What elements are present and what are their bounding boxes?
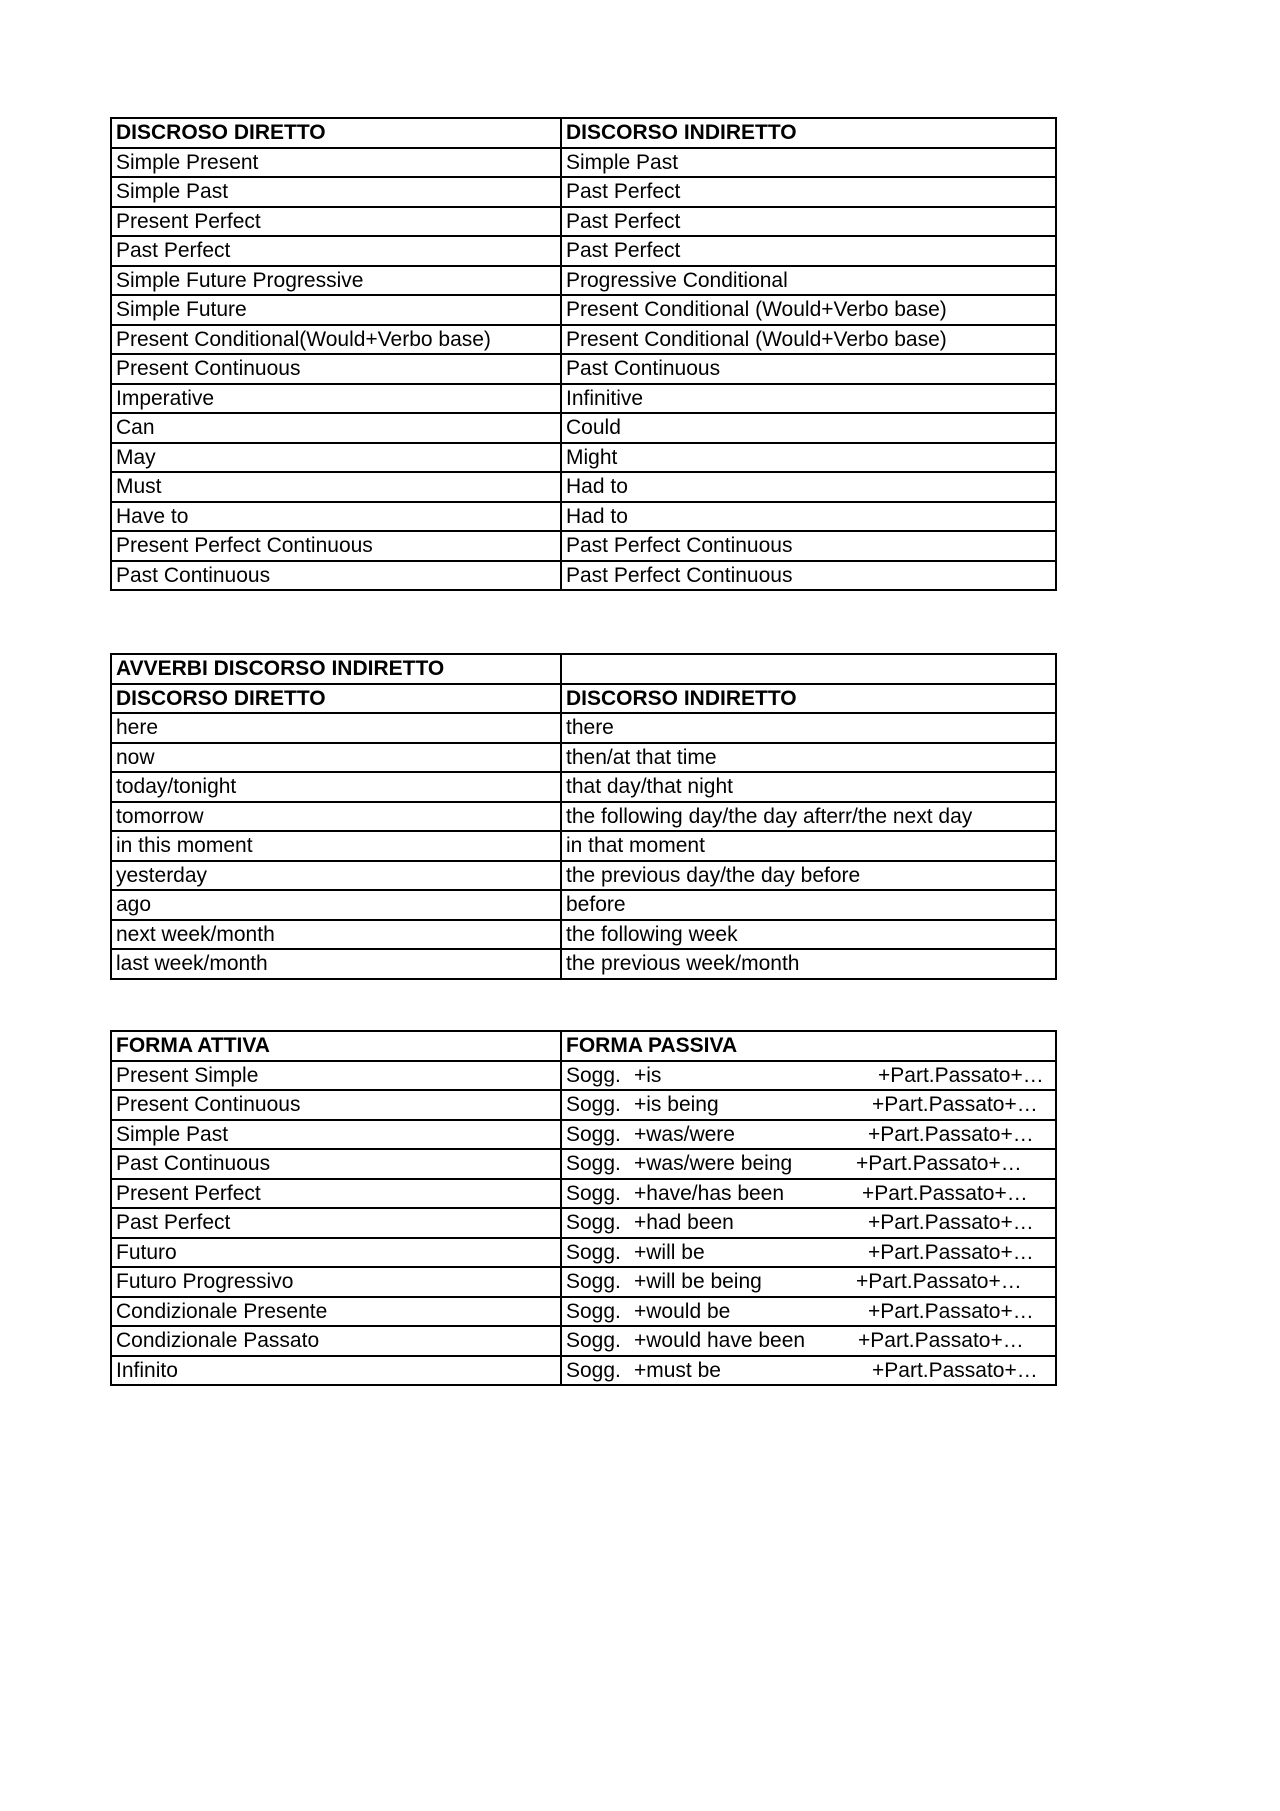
adverbs-table [110,653,1057,980]
table-row [111,1149,1056,1179]
cell-active: Futuro Progressivo [111,1267,561,1297]
passive-auxiliary: +is [634,1063,662,1087]
table-row [111,295,1056,325]
table-row [111,1208,1056,1238]
passive-auxiliary: +must be [634,1358,721,1382]
cell-passive [561,1061,1056,1091]
cell-direct: May [111,443,561,473]
table-row [111,1061,1056,1091]
cell-direct: last week/month [111,949,561,979]
cell-active: Condizionale Presente [111,1297,561,1327]
cell-active: Past Continuous [111,1149,561,1179]
passive-table [110,1030,1057,1386]
cell-direct: yesterday [111,861,561,891]
passive-auxiliary: +will be being [634,1270,762,1293]
passive-auxiliary: +would have been [634,1329,806,1352]
table-row [111,472,1056,502]
cell-indirect: Might [561,443,1056,473]
cell-active: Simple Past [111,1120,561,1150]
table-row [111,148,1056,178]
tenses-table-body [111,118,1056,590]
table-row [111,1326,1056,1356]
cell-direct: Present Perfect Continuous [111,531,561,561]
cell-indirect: Past Perfect [561,236,1056,266]
cell-indirect: Could [561,413,1056,443]
header-cell-direct: DISCROSO DIRETTO [111,118,561,148]
cell-indirect: Progressive Conditional [561,266,1056,296]
cell-active: Present Simple [111,1061,561,1091]
cell-direct: Have to [111,502,561,532]
cell-indirect: then/at that time [561,743,1056,773]
cell-direct: Can [111,413,561,443]
table-row [111,1297,1056,1327]
passive-subject: Sogg. [566,1211,621,1234]
passive-participle: +Part.Passato+… [878,1063,1044,1087]
table-row [111,861,1056,891]
cell-direct: Simple Future [111,295,561,325]
passive-auxiliary: +was/were being [634,1152,793,1175]
passive-subject: Sogg. [566,1240,621,1264]
table-row [111,325,1056,355]
passive-table-header-row [111,1031,1056,1061]
passive-participle: +Part.Passato+… [856,1270,1022,1293]
tenses-table-header-row [111,118,1056,148]
adverbs-table-title-row [111,654,1056,684]
cell-direct: Present Continuous [111,354,561,384]
cell-indirect: Had to [561,472,1056,502]
table-row [111,207,1056,237]
cell-passive [561,1090,1056,1120]
table-row [111,531,1056,561]
tenses-table [110,117,1057,591]
cell-passive [561,1238,1056,1268]
cell-indirect: there [561,713,1056,743]
table-row [111,413,1056,443]
passive-subject: Sogg. [566,1270,621,1293]
cell-active: Condizionale Passato [111,1326,561,1356]
cell-indirect: the following day/the day afterr/the next day [561,802,1056,832]
table-row [111,772,1056,802]
cell-direct: Simple Present [111,148,561,178]
passive-participle: +Part.Passato+… [868,1211,1034,1234]
cell-passive [561,1267,1056,1297]
cell-direct: Imperative [111,384,561,414]
passive-auxiliary: +will be [634,1240,705,1264]
empty-cell [561,654,1056,684]
passive-subject: Sogg. [566,1358,621,1382]
header-cell-direct: DISCORSO DIRETTO [111,684,561,714]
passive-auxiliary: +is being [634,1093,719,1116]
cell-indirect: Present Conditional (Would+Verbo base) [561,325,1056,355]
table-row [111,920,1056,950]
cell-direct: next week/month [111,920,561,950]
cell-direct: Past Continuous [111,561,561,591]
cell-indirect: Present Conditional (Would+Verbo base) [561,295,1056,325]
cell-indirect: that day/that night [561,772,1056,802]
passive-auxiliary: +have/has been [634,1181,785,1205]
table-row [111,177,1056,207]
cell-active: Infinito [111,1356,561,1386]
passive-participle: +Part.Passato+… [868,1122,1034,1146]
table-row [111,743,1056,773]
cell-passive [561,1356,1056,1386]
table-row [111,1238,1056,1268]
passive-participle: +Part.Passato+… [872,1093,1038,1116]
passive-subject: Sogg. [566,1122,621,1146]
table-row [111,802,1056,832]
cell-active: Present Continuous [111,1090,561,1120]
cell-active: Present Perfect [111,1179,561,1209]
cell-passive [561,1208,1056,1238]
table-row [111,384,1056,414]
passive-subject: Sogg. [566,1152,621,1175]
table-row [111,443,1056,473]
header-cell-indirect: DISCORSO INDIRETTO [561,118,1056,148]
cell-indirect: Infinitive [561,384,1056,414]
table-row [111,502,1056,532]
cell-active: Past Perfect [111,1208,561,1238]
adverbs-table-header-row [111,684,1056,714]
passive-subject: Sogg. [566,1093,621,1116]
table-row [111,890,1056,920]
cell-indirect: the following week [561,920,1056,950]
cell-direct: Present Conditional(Would+Verbo base) [111,325,561,355]
header-cell-indirect: DISCORSO INDIRETTO [561,684,1056,714]
cell-direct: Must [111,472,561,502]
passive-subject: Sogg. [566,1181,621,1205]
cell-indirect: Past Continuous [561,354,1056,384]
passive-table-body [111,1031,1056,1385]
cell-indirect: Past Perfect [561,207,1056,237]
cell-direct: now [111,743,561,773]
table-row [111,713,1056,743]
cell-indirect: Past Perfect Continuous [561,531,1056,561]
cell-direct: ago [111,890,561,920]
table-row [111,236,1056,266]
passive-participle: +Part.Passato+… [868,1240,1034,1264]
passive-participle: +Part.Passato+… [858,1329,1024,1352]
cell-indirect: in that moment [561,831,1056,861]
passive-participle: +Part.Passato+… [872,1358,1038,1382]
passive-subject: Sogg. [566,1063,621,1087]
table-row [111,266,1056,296]
header-cell-passive: FORMA PASSIVA [561,1031,1056,1061]
cell-indirect: Had to [561,502,1056,532]
cell-direct: today/tonight [111,772,561,802]
cell-direct: here [111,713,561,743]
table-row [111,949,1056,979]
cell-indirect: the previous week/month [561,949,1056,979]
passive-subject: Sogg. [566,1329,621,1352]
cell-direct: Simple Past [111,177,561,207]
cell-indirect: Past Perfect Continuous [561,561,1056,591]
table-row [111,1267,1056,1297]
passive-auxiliary: +was/were [634,1122,735,1146]
table-row [111,354,1056,384]
cell-passive [561,1149,1056,1179]
adverbs-table-body [111,654,1056,979]
passive-participle: +Part.Passato+… [868,1299,1034,1323]
passive-subject: Sogg. [566,1299,621,1323]
cell-passive [561,1179,1056,1209]
table-row [111,1179,1056,1209]
cell-passive [561,1297,1056,1327]
cell-indirect: the previous day/the day before [561,861,1056,891]
cell-indirect: before [561,890,1056,920]
cell-active: Futuro [111,1238,561,1268]
cell-direct: Simple Future Progressive [111,266,561,296]
cell-indirect: Past Perfect [561,177,1056,207]
passive-auxiliary: +would be [634,1299,731,1323]
header-cell-active: FORMA ATTIVA [111,1031,561,1061]
passive-auxiliary: +had been [634,1211,734,1234]
adverbs-title-cell: AVVERBI DISCORSO INDIRETTO [111,654,561,684]
cell-direct: Past Perfect [111,236,561,266]
cell-direct: tomorrow [111,802,561,832]
table-row [111,1356,1056,1386]
cell-indirect: Simple Past [561,148,1056,178]
cell-passive [561,1120,1056,1150]
cell-passive [561,1326,1056,1356]
table-row [111,831,1056,861]
table-row [111,1090,1056,1120]
passive-participle: +Part.Passato+… [856,1152,1022,1175]
table-row [111,1120,1056,1150]
passive-participle: +Part.Passato+… [862,1181,1028,1205]
table-row [111,561,1056,591]
cell-direct: Present Perfect [111,207,561,237]
cell-direct: in this moment [111,831,561,861]
